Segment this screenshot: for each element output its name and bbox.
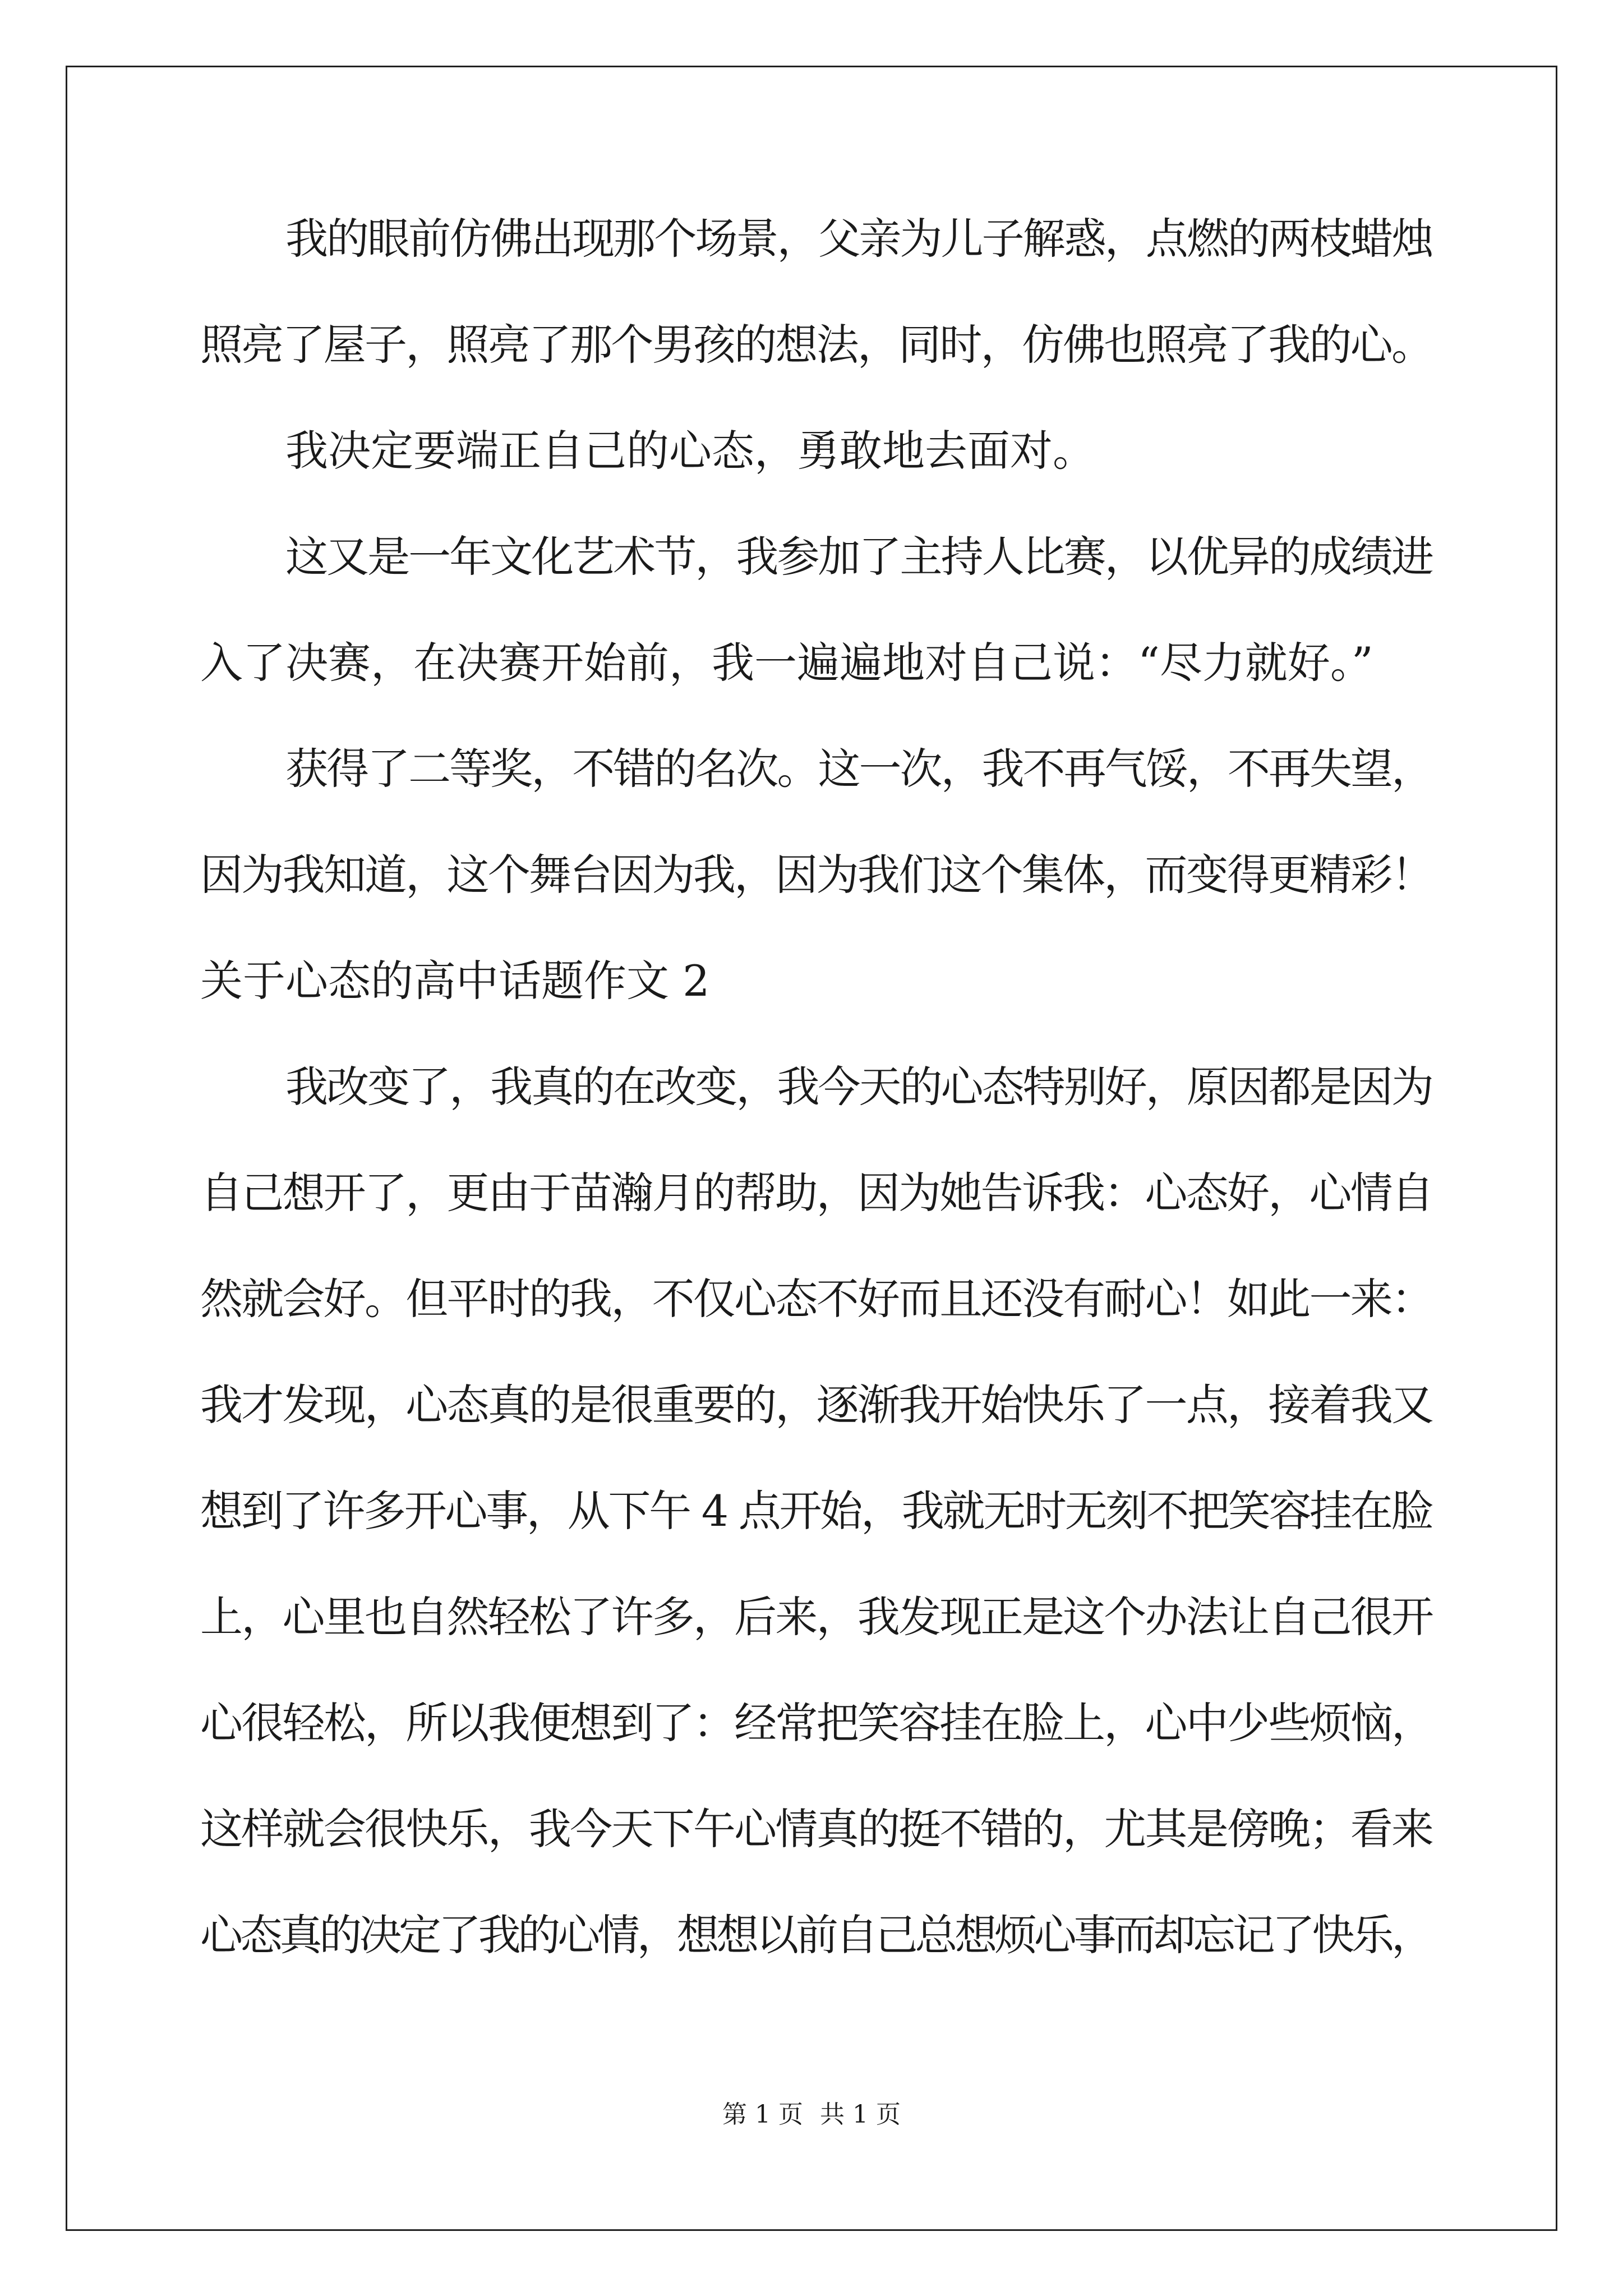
- text-line: 我才发现，心态真的是很重要的，逐渐我开始快乐了一点，接着我又: [200, 1380, 1433, 1430]
- text-line: 因为我知道，这个舞台因为我，因为我们这个集体，而变得更精彩！: [200, 850, 1433, 900]
- page-total: 共 1 页: [820, 2100, 901, 2129]
- document-body: [200, 214, 1434, 2020]
- text-line: 心很轻松，所以我便想到了：经常把笑容挂在脸上，心中少些烦恼，: [200, 1698, 1433, 1748]
- text-line: 入了决赛，在决赛开始前，我一遍遍地对自己说：“尽力就好。”: [200, 638, 1373, 688]
- text-line: 心态真的决定了我的心情，想想以前自己总想烦心事而却忘记了快乐，: [200, 1910, 1431, 1960]
- text-line: 我改变了，我真的在改变，我今天的心态特别好，原因都是因为: [285, 1062, 1433, 1112]
- text-line: 自己想开了，更由于苗瀚月的帮助，因为她告诉我：心态好，心情自: [200, 1168, 1433, 1218]
- text-line: 我的眼前仿佛出现那个场景，父亲为儿子解惑，点燃的两枝蜡烛: [285, 214, 1433, 264]
- text-line: 上，心里也自然轻松了许多，后来，我发现正是这个办法让自己很开: [200, 1592, 1433, 1642]
- text-line: 然就会好。但平时的我，不仅心态不好而且还没有耐心！如此一来：: [200, 1274, 1433, 1324]
- section-heading: 关于心态的高中话题作文 2: [200, 956, 710, 1006]
- page-number: 第 1 页: [722, 2100, 803, 2129]
- text-line: 获得了二等奖，不错的名次。这一次，我不再气馁，不再失望，: [285, 744, 1433, 794]
- text-line: 照亮了屋子，照亮了那个男孩的想法，同时，仿佛也照亮了我的心。: [200, 320, 1433, 370]
- page-footer: [0, 2101, 1623, 2129]
- text-line: 这又是一年文化艺术节，我参加了主持人比赛，以优异的成绩进: [285, 532, 1433, 582]
- text-line: 想到了许多开心事，从下午 4 点开始，我就无时无刻不把笑容挂在脸: [200, 1486, 1432, 1536]
- text-line: 这样就会很快乐，我今天下午心情真的挺不错的，尤其是傍晚；看来: [200, 1804, 1433, 1854]
- text-line: 我决定要端正自己的心态，勇敢地去面对。: [285, 426, 1095, 476]
